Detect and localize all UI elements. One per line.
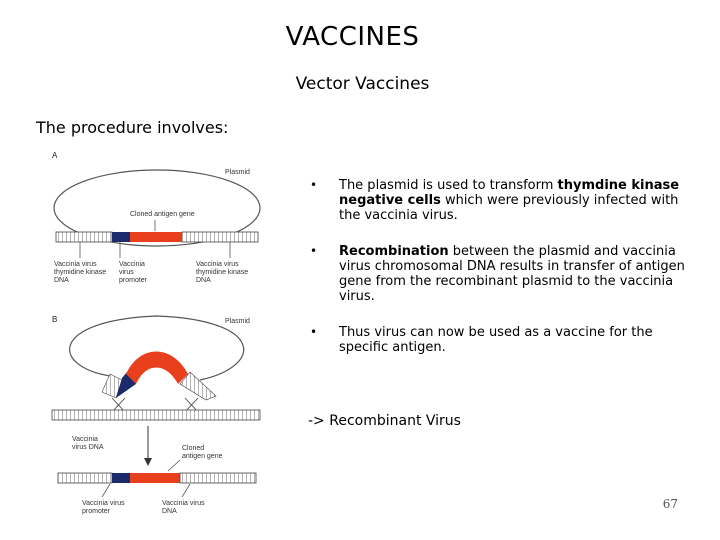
plasmid-a-dna-left bbox=[56, 232, 112, 242]
vv-promoter-label-3: promoter bbox=[119, 277, 148, 284]
panel-a-label: A bbox=[52, 151, 58, 160]
vv-dna-label-1: Vaccinia bbox=[72, 436, 98, 443]
bullet-bold-text: thymdine kinase negative cells bbox=[339, 178, 680, 208]
result-text: -> Recombinant Virus bbox=[308, 413, 461, 429]
plasmid-a-label: Plasmid bbox=[225, 169, 250, 176]
vv-dna-label-2: virus DNA bbox=[72, 444, 104, 451]
vv-tk-right-label-1: Vaccinia virus bbox=[196, 261, 239, 268]
recombinant-antigen-gene bbox=[130, 473, 180, 483]
bullet-symbol: • bbox=[310, 244, 318, 258]
bullet-text: Thus virus can now be used as a vaccine for the specific antigen. bbox=[339, 325, 653, 355]
intro-text: The procedure involves: bbox=[36, 118, 229, 137]
vaccinia-chromosome-dna bbox=[52, 410, 260, 420]
bullet-bold-text: Recombination bbox=[339, 244, 449, 259]
panel-b-label: B bbox=[52, 315, 58, 324]
vv-tk-left-label-2: thymidine kinase bbox=[54, 269, 107, 276]
bullet-symbol: • bbox=[310, 178, 318, 192]
recombinant-dna-right bbox=[180, 473, 256, 483]
bullet-symbol: • bbox=[310, 325, 318, 339]
bottom-promoter-label-1: Vaccinia virus bbox=[82, 500, 125, 507]
cloned-label-1: Cloned bbox=[182, 445, 205, 452]
bottom-dna-label-1: Vaccinia virus bbox=[162, 500, 205, 507]
plasmid-a-antigen-gene bbox=[130, 232, 182, 242]
recombinant-promoter bbox=[112, 473, 130, 483]
cloned-label-2: antigen gene bbox=[182, 453, 223, 460]
bottom-promoter-label-2: promoter bbox=[82, 508, 111, 515]
bullet-list bbox=[308, 178, 688, 355]
vv-promoter-label-2: virus bbox=[119, 269, 134, 276]
vv-tk-right-label-3: DNA bbox=[196, 277, 211, 284]
vv-tk-left-label-3: DNA bbox=[54, 277, 69, 284]
slide-title: VACCINES bbox=[285, 22, 420, 52]
bullet-text-cont: between the plasmid and vaccinia virus chromosomal DNA results in transfer of antigen gene from the recombinant plasmid to the vaccinia virus. bbox=[339, 244, 685, 304]
recombinant-dna-left bbox=[58, 473, 112, 483]
vector-vaccine-diagram bbox=[50, 148, 265, 520]
slide-subtitle: Vector Vaccines bbox=[295, 74, 430, 94]
plasmid-b-ring bbox=[70, 316, 244, 380]
cloned-antigen-gene-label: Cloned antigen gene bbox=[130, 211, 195, 218]
bullet-text-cont: which were previously infected with the vaccinia virus. bbox=[339, 193, 679, 223]
plasmid-a-promoter bbox=[112, 232, 130, 242]
plasmid-b-label: Plasmid bbox=[225, 318, 250, 325]
bullet-text: The plasmid is used to transform bbox=[339, 178, 558, 193]
plasmid-b-antigen-loop bbox=[126, 352, 188, 385]
plasmid-a-dna-right bbox=[182, 232, 258, 242]
bullet-item bbox=[308, 178, 688, 223]
page-number: 67 bbox=[662, 497, 678, 511]
vv-promoter-label-1: Vaccinia bbox=[119, 261, 145, 268]
bullet-item bbox=[308, 325, 688, 355]
vv-tk-right-label-2: thymidine kinase bbox=[196, 269, 249, 276]
vv-tk-left-label-1: Vaccinia virus bbox=[54, 261, 97, 268]
bottom-dna-label-2: DNA bbox=[162, 508, 177, 515]
bullet-item bbox=[308, 244, 688, 304]
